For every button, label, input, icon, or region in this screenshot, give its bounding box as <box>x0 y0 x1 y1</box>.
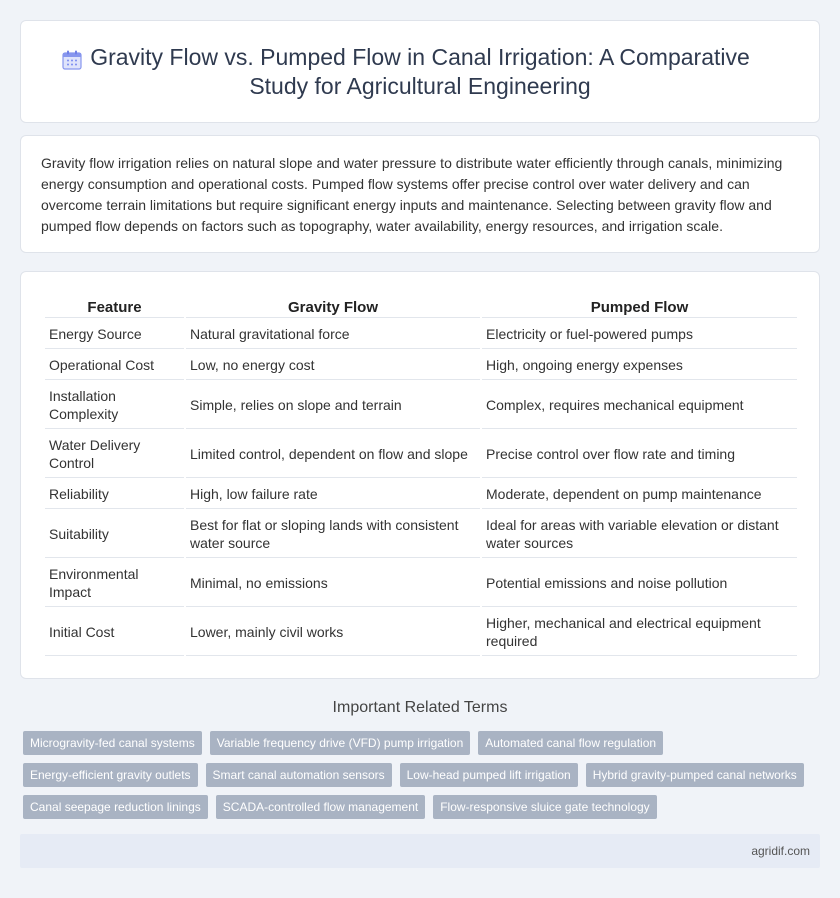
related-term-tag[interactable]: Variable frequency drive (VFD) pump irrigation <box>210 731 471 755</box>
intro-text: Gravity flow irrigation relies on natural slope and water pressure to distribute water efficiently through canals, minimizing energy consumption and operational costs. Pumped flow systems offer precise control over water delivery and can overcome terrain limitations but require significant energy inputs and maintenance. Selecting between gravity flow and pumped flow depends on factors such as topography, water availability, energy resources, and irrigation scale. <box>41 155 783 234</box>
footer-site-link[interactable]: agridif.com <box>751 844 810 858</box>
related-term-tag[interactable]: Automated canal flow regulation <box>478 731 663 755</box>
table-cell-feature: Operational Cost <box>45 351 184 380</box>
related-term-tag[interactable]: Canal seepage reduction linings <box>23 795 208 819</box>
related-terms-row <box>23 763 804 787</box>
table-cell-gravity: Lower, mainly civil works <box>186 609 480 656</box>
table-row <box>45 511 797 558</box>
table-cell-pumped: High, ongoing energy expenses <box>482 351 797 380</box>
related-terms-row <box>23 731 663 755</box>
table-cell-pumped: Ideal for areas with variable elevation or distant water sources <box>482 511 797 558</box>
related-term-tag[interactable]: Hybrid gravity-pumped canal networks <box>586 763 804 787</box>
related-terms-row <box>23 795 657 819</box>
intro-card <box>20 135 820 253</box>
table-row <box>45 609 797 656</box>
related-term-tag[interactable]: Low-head pumped lift irrigation <box>400 763 578 787</box>
table-cell-pumped: Higher, mechanical and electrical equipment required <box>482 609 797 656</box>
related-term-tag[interactable]: SCADA-controlled flow management <box>216 795 425 819</box>
comparison-table-card <box>20 271 820 679</box>
table-row <box>45 382 797 429</box>
table-cell-pumped: Precise control over flow rate and timing <box>482 431 797 478</box>
table-cell-pumped: Complex, requires mechanical equipment <box>482 382 797 429</box>
table-cell-gravity: Low, no energy cost <box>186 351 480 380</box>
table-cell-feature: Environmental Impact <box>45 560 184 607</box>
table-cell-feature: Water Delivery Control <box>45 431 184 478</box>
related-term-tag[interactable]: Energy-efficient gravity outlets <box>23 763 198 787</box>
table-cell-feature: Initial Cost <box>45 609 184 656</box>
comparison-table <box>43 296 799 658</box>
table-cell-gravity: Limited control, dependent on flow and slope <box>186 431 480 478</box>
table-cell-feature: Suitability <box>45 511 184 558</box>
table-cell-pumped: Electricity or fuel-powered pumps <box>482 320 797 349</box>
header-card <box>20 20 820 123</box>
related-term-tag[interactable]: Flow-responsive sluice gate technology <box>433 795 656 819</box>
table-row <box>45 351 797 380</box>
table-header-gravity: Gravity Flow <box>186 298 480 318</box>
table-cell-gravity: Minimal, no emissions <box>186 560 480 607</box>
table-cell-gravity: Natural gravitational force <box>186 320 480 349</box>
page-title: Gravity Flow vs. Pumped Flow in Canal Irrigation: A Comparative Study for Agricultural Engineering <box>90 44 750 99</box>
table-cell-feature: Reliability <box>45 480 184 509</box>
related-term-tag[interactable]: Smart canal automation sensors <box>206 763 392 787</box>
table-cell-pumped: Potential emissions and noise pollution <box>482 560 797 607</box>
table-row <box>45 431 797 478</box>
related-terms-heading: Important Related Terms <box>332 699 508 716</box>
table-row <box>45 320 797 349</box>
table-header-pumped: Pumped Flow <box>482 298 797 318</box>
table-cell-gravity: High, low failure rate <box>186 480 480 509</box>
footer <box>20 834 820 868</box>
table-cell-feature: Installation Complexity <box>45 382 184 429</box>
table-row <box>45 560 797 607</box>
related-term-tag[interactable]: Microgravity-fed canal systems <box>23 731 202 755</box>
table-cell-gravity: Best for flat or sloping lands with consistent water source <box>186 511 480 558</box>
table-header-feature: Feature <box>45 298 184 318</box>
table-row <box>45 480 797 509</box>
table-cell-pumped: Moderate, dependent on pump maintenance <box>482 480 797 509</box>
table-cell-feature: Energy Source <box>45 320 184 349</box>
table-cell-gravity: Simple, relies on slope and terrain <box>186 382 480 429</box>
table-header-row <box>45 298 797 318</box>
